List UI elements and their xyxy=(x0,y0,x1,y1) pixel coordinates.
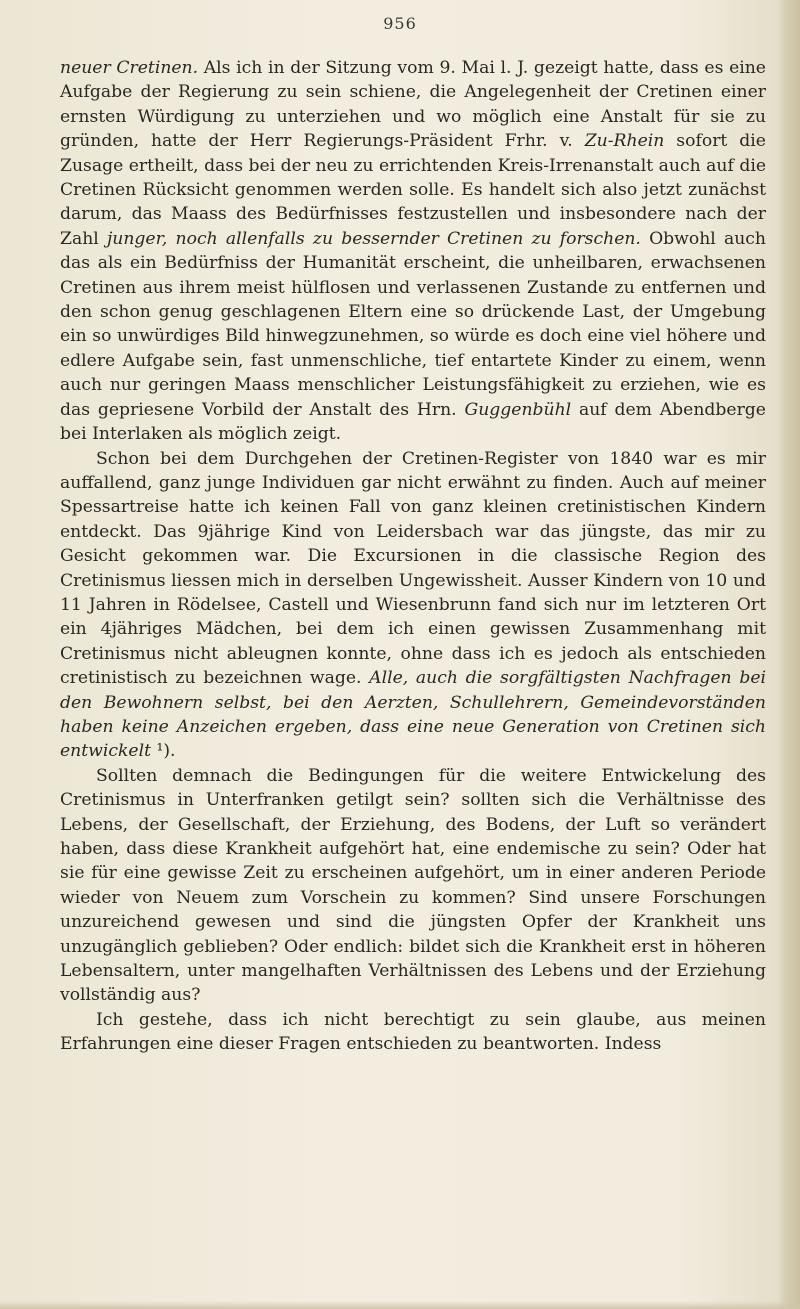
text-run: Ich gestehe, dass ich nicht berechtigt zu sein glaube, aus meinen Erfahrungen eine dieser Fragen entschieden zu beantworten. Indess xyxy=(60,1009,766,1055)
text-run: Als ich in der Sitzung vom 9. Mai l. J. gezeigt hatte, dass es eine Aufgabe der Regierung zu sein schiene, die Angelegenheit der Cretinen einer ernsten Würdigung zu unterziehen und wo möglich eine Anstalt für sie zu gründen, hatte der Herr Regierungs-Präsident Frhr. v. xyxy=(60,58,766,152)
paragraph-1 xyxy=(60,56,766,447)
text-run: auf dem Abendberge bei Interlaken als möglich zeigt. xyxy=(60,399,766,445)
text-column xyxy=(60,56,766,1057)
italic-text-run: junger, noch allenfalls zu bessernder Cretinen zu forschen. xyxy=(106,228,641,249)
paragraph-4 xyxy=(60,1008,766,1057)
italic-text-run: Alle, auch die sorgfältigsten Nachfragen bei den Bewohnern selbst, bei den Aerzten, Schullehrern, Gemeindevorständen haben keine Anzeichen ergeben, dass eine neue Generation von Cretinen sich entwickelt xyxy=(60,668,766,762)
text-run: sofort die Zusage ertheilt, dass bei der neu zu errichtenden Kreis-Irrenanstalt auch auf die Cretinen Rücksicht genommen werden solle. Es handelt sich also jetzt zunächst darum, das Maass des Bedürfnisses festzustellen und insbesondere nach der Zahl xyxy=(60,131,766,249)
italic-text-run: neuer Cretinen. xyxy=(60,58,199,78)
italic-text-run: Guggenbühl xyxy=(464,399,572,420)
paragraph-2 xyxy=(60,447,766,764)
italic-text-run: Zu-Rhein xyxy=(584,131,665,152)
text-run: ¹). xyxy=(150,741,176,762)
text-run: Sollten demnach die Bedingungen für die weitere Entwickelung des Cretinismus in Unterfranken getilgt sein? sollten sich die Verhältnisse des Lebens, der Gesellschaft, der Erziehung, des Bodens, der Luft so verändert haben, dass diese Krankheit aufgehört hat, eine endemische zu sein? Oder hat sie für eine gewisse Zeit zu erscheinen aufgehört, um in einer anderen Periode wieder von Neuem zum Vorschein zu kommen? Sind unsere Forschungen unzureichend gewesen und sind die jüngsten Opfer der Krankheit uns unzugänglich geblieben? Oder endlich: bildet sich die Krankheit erst in höheren Lebensaltern, unter mangelhaften Verhältnissen des Lebens und der Erziehung vollständig aus? xyxy=(60,765,766,1006)
text-run: Obwohl auch das als ein Bedürfniss der Humanität erscheint, die unheilbaren, erwachsenen Cretinen aus ihrem meist hülflosen und verlassenen Zustande zu entfernen und den schon genug geschlagenen Eltern eine so drückende Last, der Umgebung ein so unwürdiges Bild hinwegzunehmen, so würde es doch eine viel höhere und edlere Aufgabe sein, fast unmenschliche, tief entartete Kinder zu einem, wenn auch nur geringen Maass menschlicher Leistungsfähigkeit zu erziehen, wie es das gepriesene Vorbild der Anstalt des Hrn. xyxy=(60,228,766,420)
page-bottom-shadow xyxy=(0,1301,800,1309)
text-run: Schon bei dem Durchgehen der Cretinen-Register von 1840 war es mir auffallend, ganz junge Individuen gar nicht erwähnt zu finden. Auch auf meiner Spessartreise hatte ich keinen Fall von ganz kleinen cretinistischen Kindern entdeckt. Das 9jährige Kind von Leidersbach war das jüngste, das mir zu Gesicht gekommen war. Die Excursionen in die classische Region des Cretinismus liessen mich in derselben Ungewissheit. Ausser Kindern von 10 und 11 Jahren in Rödelsee, Castell und Wiesenbrunn fand sich nur im letzteren Ort ein 4jähriges Mädchen, bei dem ich einen gewissen Zusammenhang mit Cretinismus nicht ableugnen konnte, ohne dass ich es jedoch als entschieden cretinistisch zu bezeichnen wage. xyxy=(60,448,766,689)
page-number: 956 xyxy=(383,14,417,33)
page-edge-shadow xyxy=(778,0,800,1309)
paragraph-3 xyxy=(60,764,766,1008)
